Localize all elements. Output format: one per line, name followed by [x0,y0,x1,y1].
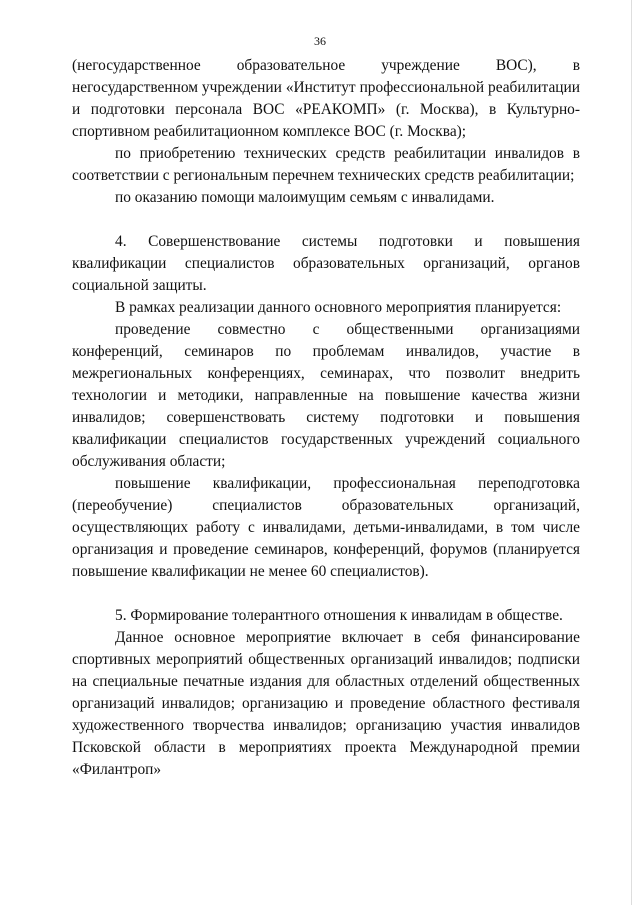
section-4-heading: 4. Совершенствование системы подготовки и повышения квалификации специалистов образовательных организаций, органов социальной защиты. [72,233,580,294]
paragraph-conferences: проведение совместно с общественными организациями конференций, семинаров по проблемам инвалидов, участие в межрегиональных конференциях, семинарах, что позволит внедрить технологии и методики, направленные на повышение качества жизни инвалидов; совершенствовать систему подготовки и повышения квалификации специалистов государственных учреждений социального обслуживания области; [72,321,580,470]
paragraph-low-income-help: по оказанию помощи малоимущим семьям с инвалидами. [115,189,495,206]
page-number: 36 [314,34,326,48]
document-body [72,55,580,781]
paragraph-assistive-devices: по приобретению технических средств реабилитации инвалидов в соответствии с региональным перечнем технических средств реабилитации; [72,145,580,184]
spacer [72,583,580,605]
paragraph-qualification: повышение квалификации, профессиональная переподготовка (переобучение) специалистов образовательных организаций, осуществляющих работу с инвалидами, детьми-инвалидами, в том числе организация и проведение семинаров, конференций, форумов (планируется повышение квалификации не менее 60 специалистов). [72,475,580,580]
section-5-heading: 5. Формирование толерантного отношения к инвалидам в обществе. [115,607,563,624]
paragraph-tolerance-measures: Данное основное мероприятие включает в себя финансирование спортивных мероприятий общественных организаций инвалидов; подписки на специальные печатные издания для областных отделений общественных организаций инвалидов; организацию и проведение областного фестиваля художественного творчества инвалидов; организацию участия инвалидов Псковской области в мероприятиях проекта Международной премии «Филантроп» [72,629,580,778]
scan-edge-line [631,0,632,905]
paragraph-continuation: (негосударственное образовательное учреждение ВОС), в негосударственном учреждении «Институт профессиональной реабилитации и подготовки персонала ВОС «РЕАКОМП» (г. Москва), в Культурно-спортивном реабилитационном комплексе ВОС (г. Москва); [72,57,580,140]
paragraph-planned-intro: В рамках реализации данного основного мероприятия планируется: [115,299,562,316]
spacer [72,209,580,231]
